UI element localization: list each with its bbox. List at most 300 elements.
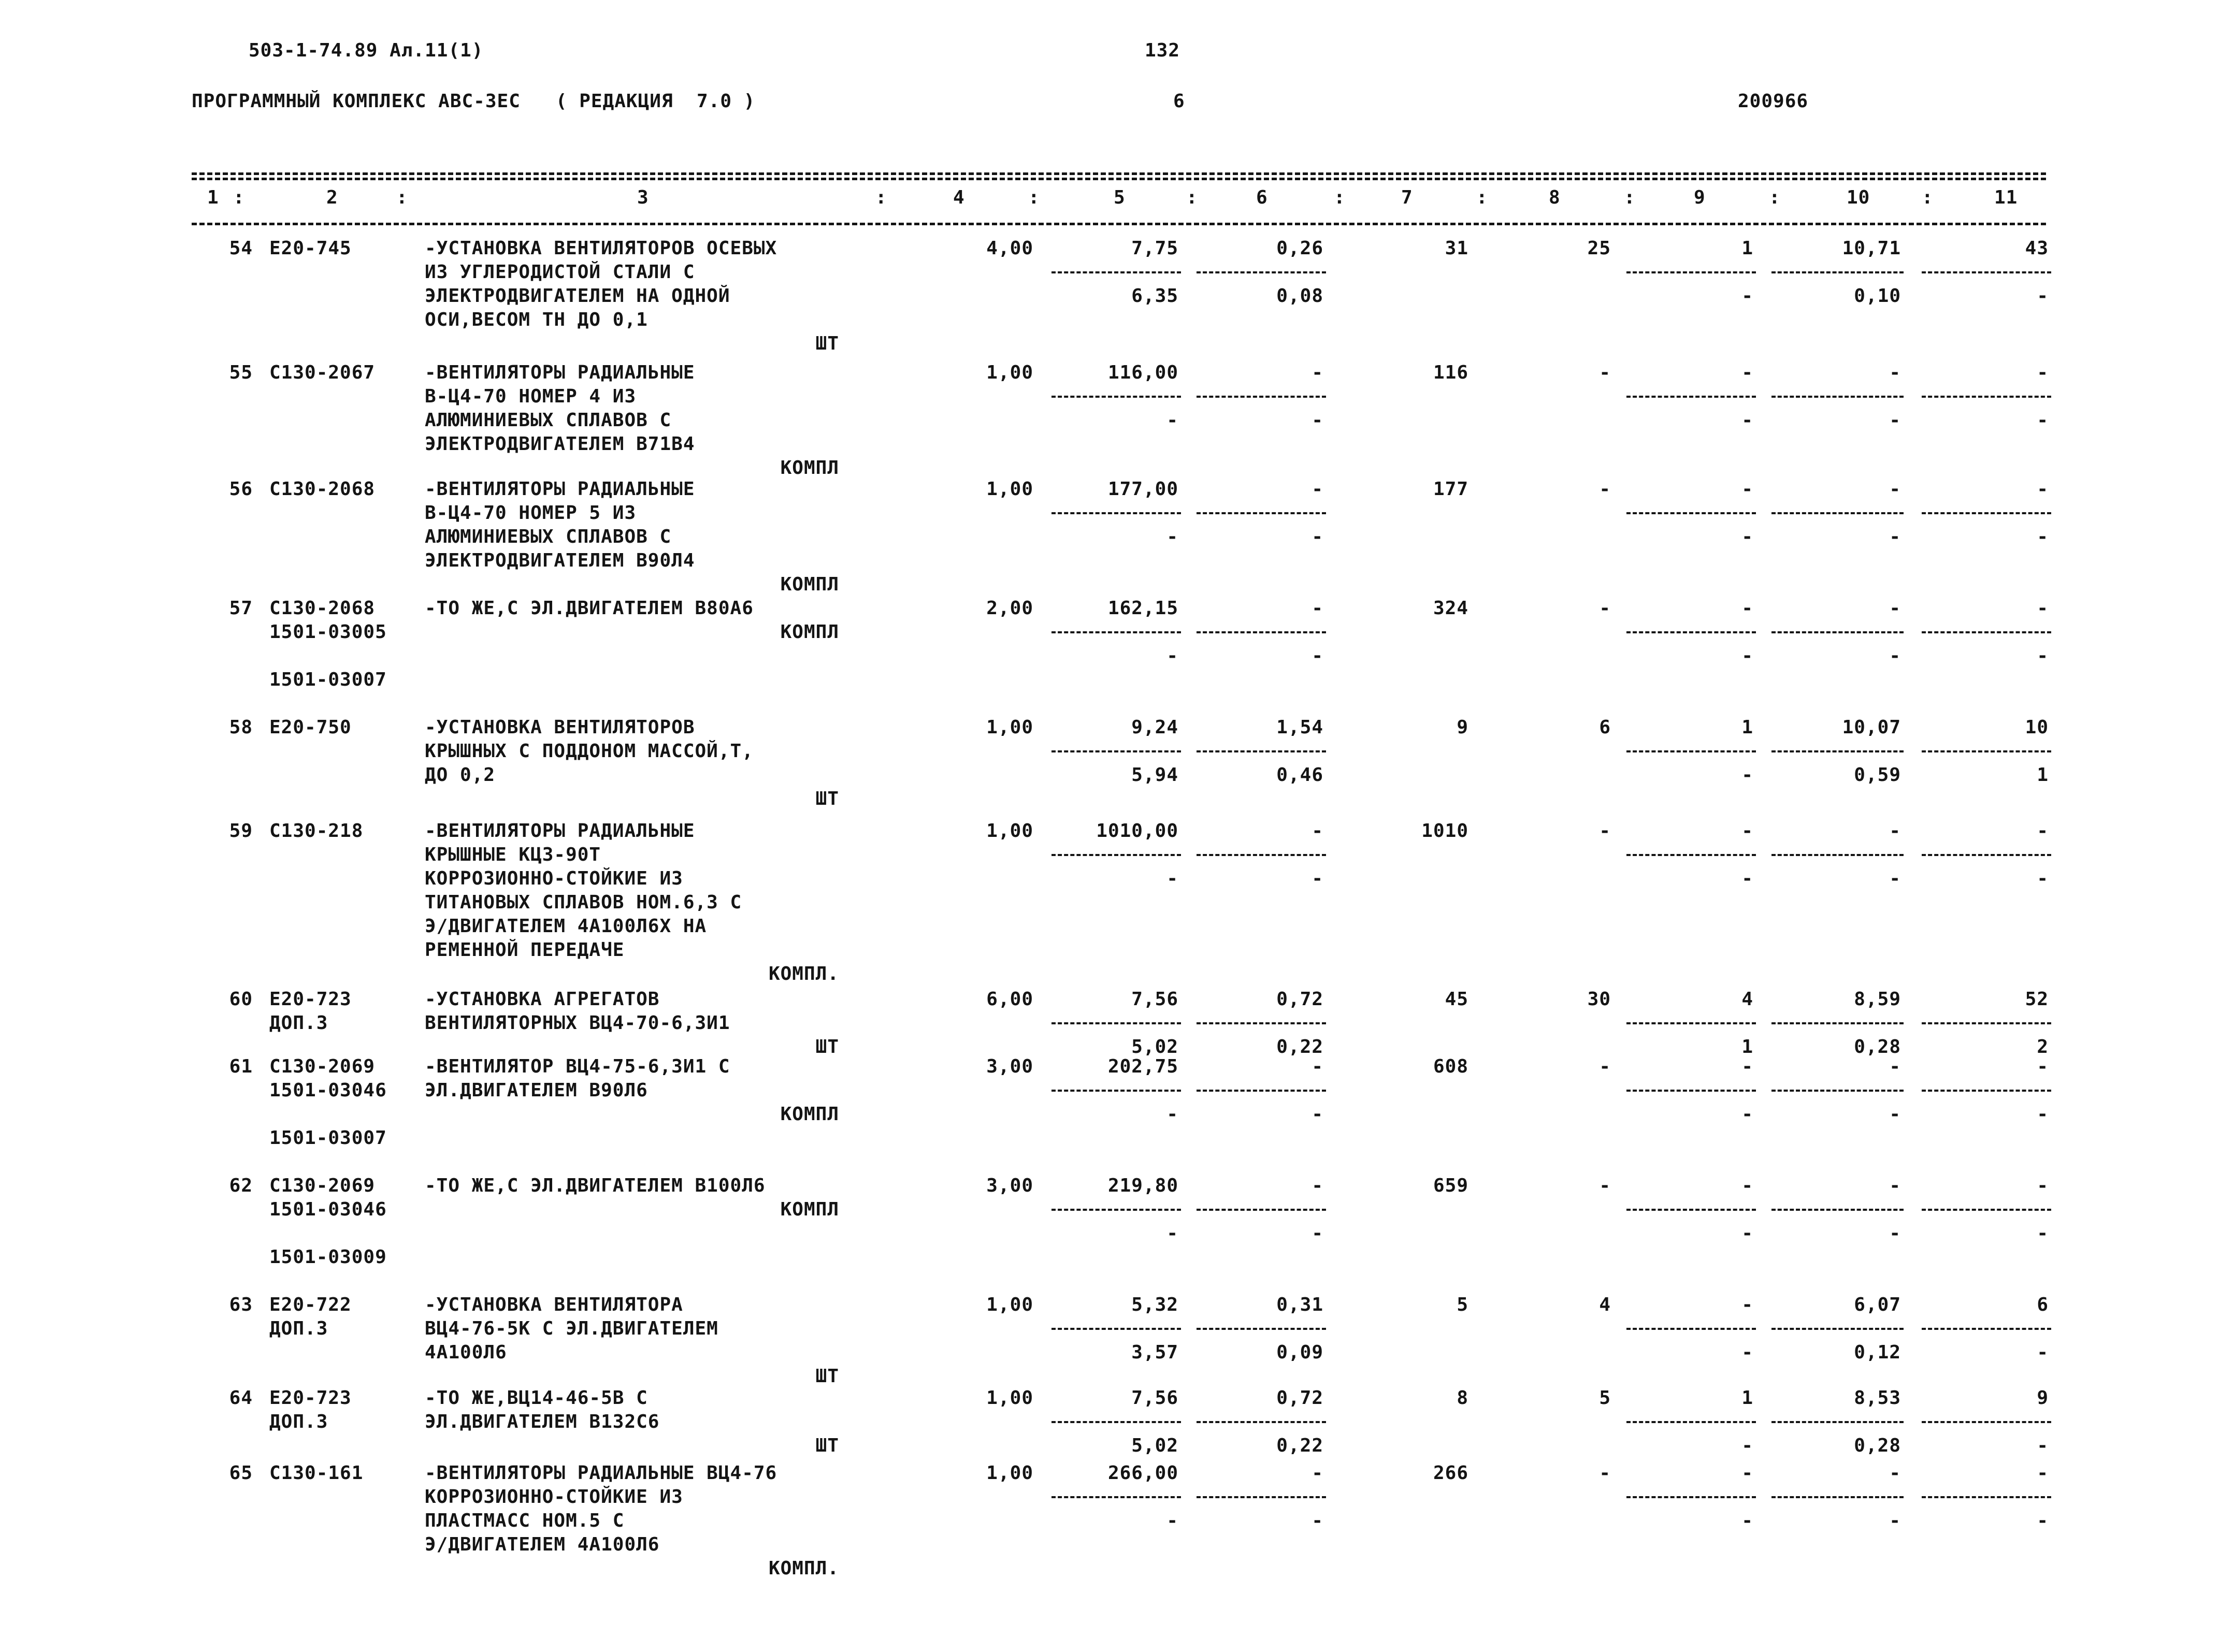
cell-c6-top: 0,72 bbox=[1276, 989, 1323, 1010]
cell-c11-top: 52 bbox=[2025, 989, 2049, 1010]
cell-c9-top: - bbox=[1741, 1294, 1753, 1315]
cell-c8: 30 bbox=[1587, 989, 1611, 1010]
row-description: АЛЮМИНИЕВЫХ СПЛАВОВ С bbox=[425, 526, 672, 547]
column-header-cell: 5 bbox=[1114, 187, 1126, 208]
row-description: -ВЕНТИЛЯТОРЫ РАДИАЛЬНЫЕ bbox=[425, 479, 695, 500]
cell-divider bbox=[1922, 512, 2051, 514]
row-number: 55 bbox=[229, 362, 253, 383]
row-description: -ТО ЖЕ,ВЦ14-46-5В С bbox=[425, 1387, 648, 1409]
cell-c10-top: 8,59 bbox=[1854, 989, 1901, 1010]
row-code: 1501-03005 bbox=[269, 621, 387, 643]
cell-c10-top: - bbox=[1889, 598, 1901, 619]
column-header-cell: 3 bbox=[637, 187, 649, 208]
cell-divider bbox=[1771, 1022, 1904, 1024]
cell-c11-bottom: - bbox=[2037, 526, 2049, 547]
cell-c5-top: 162,15 bbox=[1107, 598, 1178, 619]
cell-c10-bottom: - bbox=[1889, 1104, 1901, 1125]
cell-c9-top: - bbox=[1741, 1056, 1753, 1077]
cell-divider bbox=[1626, 631, 1756, 633]
cell-divider bbox=[1051, 1090, 1181, 1092]
cell-c9-top: - bbox=[1741, 362, 1753, 383]
row-quantity: 1,00 bbox=[986, 717, 1033, 738]
cell-c6-bottom: - bbox=[1312, 1223, 1323, 1244]
cell-c7: 1010 bbox=[1421, 820, 1468, 842]
row-description: ПЛАСТМАСС НОМ.5 С bbox=[425, 1510, 625, 1531]
cell-divider bbox=[1771, 750, 1904, 752]
row-quantity: 2,00 bbox=[986, 598, 1033, 619]
cell-c10-top: - bbox=[1889, 1056, 1901, 1077]
sheet-number: 6 bbox=[1173, 91, 1185, 112]
cell-c7: 45 bbox=[1445, 989, 1468, 1010]
cell-c8: 6 bbox=[1599, 717, 1611, 738]
column-header-cell: : bbox=[233, 187, 245, 208]
cell-divider bbox=[1197, 396, 1326, 398]
cell-c6-top: - bbox=[1312, 1462, 1323, 1484]
row-code: Е20-745 bbox=[269, 238, 352, 259]
cell-c8: - bbox=[1599, 479, 1611, 500]
cell-divider bbox=[1922, 1328, 2051, 1330]
cell-divider bbox=[1626, 396, 1756, 398]
cell-c9-bottom: - bbox=[1741, 410, 1753, 431]
row-quantity: 1,00 bbox=[986, 479, 1033, 500]
row-description: 4А100Л6 bbox=[425, 1342, 507, 1363]
row-description: -УСТАНОВКА ВЕНТИЛЯТОРОВ ОСЕВЫХ bbox=[425, 238, 777, 259]
cell-c7: 31 bbox=[1445, 238, 1468, 259]
cell-c8: - bbox=[1599, 598, 1611, 619]
cell-c11-top: - bbox=[2037, 479, 2049, 500]
cell-c5-top: 266,00 bbox=[1107, 1462, 1178, 1484]
cell-divider bbox=[1051, 1328, 1181, 1330]
cell-c11-top: 6 bbox=[2037, 1294, 2049, 1315]
row-quantity: 1,00 bbox=[986, 362, 1033, 383]
cell-divider bbox=[1771, 396, 1904, 398]
row-quantity: 1,00 bbox=[986, 820, 1033, 842]
column-header-cell: : bbox=[1334, 187, 1346, 208]
cell-c10-bottom: - bbox=[1889, 526, 1901, 547]
cell-c6-top: - bbox=[1312, 1175, 1323, 1196]
row-description: ЭЛЕКТРОДВИГАТЕЛЕМ В90Л4 bbox=[425, 550, 695, 571]
cell-c8: 25 bbox=[1587, 238, 1611, 259]
cell-c11-bottom: - bbox=[2037, 1435, 2049, 1456]
cell-divider bbox=[1771, 1328, 1904, 1330]
cell-divider bbox=[1922, 1090, 2051, 1092]
cell-c11-top: - bbox=[2037, 1462, 2049, 1484]
cell-c10-top: 6,07 bbox=[1854, 1294, 1901, 1315]
cell-c5-top: 9,24 bbox=[1131, 717, 1178, 738]
cell-c7: 659 bbox=[1433, 1175, 1468, 1196]
row-unit: КОМПЛ. bbox=[768, 1558, 839, 1579]
row-number: 56 bbox=[229, 479, 253, 500]
row-description: ИЗ УГЛЕРОДИСТОЙ СТАЛИ С bbox=[425, 262, 695, 283]
cell-c10-bottom: 0,28 bbox=[1854, 1036, 1901, 1057]
cell-divider bbox=[1197, 1328, 1326, 1330]
cell-c11-bottom: 1 bbox=[2037, 764, 2049, 786]
cell-c9-bottom: - bbox=[1741, 1223, 1753, 1244]
cell-divider bbox=[1197, 1421, 1326, 1423]
cell-divider bbox=[1626, 1496, 1756, 1498]
cell-divider bbox=[1051, 1421, 1181, 1423]
cell-divider bbox=[1626, 1090, 1756, 1092]
column-header-cell: : bbox=[1624, 187, 1636, 208]
cell-c5-bottom: - bbox=[1166, 645, 1178, 666]
row-code: С130-218 bbox=[269, 820, 364, 842]
cell-c5-bottom: 3,57 bbox=[1131, 1342, 1178, 1363]
cell-divider bbox=[1197, 854, 1326, 856]
row-code: С130-2069 bbox=[269, 1175, 376, 1196]
cell-c10-top: - bbox=[1889, 1462, 1901, 1484]
table-top-rule-2 bbox=[192, 178, 2046, 180]
row-code: С130-2068 bbox=[269, 598, 376, 619]
row-description: КРЫШНЫХ С ПОДДОНОМ МАССОЙ,Т, bbox=[425, 741, 754, 762]
column-header-cell: : bbox=[1769, 187, 1781, 208]
cell-c10-bottom: - bbox=[1889, 868, 1901, 889]
cell-divider bbox=[1051, 1496, 1181, 1498]
cell-divider bbox=[1626, 854, 1756, 856]
row-description: -УСТАНОВКА АГРЕГАТОВ bbox=[425, 989, 660, 1010]
cell-divider bbox=[1197, 512, 1326, 514]
cell-c10-bottom: 0,59 bbox=[1854, 764, 1901, 786]
row-code: 1501-03007 bbox=[269, 1127, 387, 1149]
cell-c5-bottom: - bbox=[1166, 526, 1178, 547]
cell-c5-bottom: 6,35 bbox=[1131, 285, 1178, 307]
row-description: ДО 0,2 bbox=[425, 764, 496, 786]
column-header-cell: 8 bbox=[1549, 187, 1561, 208]
cell-c10-bottom: 0,12 bbox=[1854, 1342, 1901, 1363]
row-unit: КОМПЛ bbox=[780, 621, 839, 643]
cell-c7: 266 bbox=[1433, 1462, 1468, 1484]
row-description: -ВЕНТИЛЯТОРЫ РАДИАЛЬНЫЕ bbox=[425, 820, 695, 842]
row-unit: ШТ bbox=[815, 1366, 839, 1387]
cell-c10-bottom: - bbox=[1889, 1510, 1901, 1531]
cell-c9-top: 1 bbox=[1741, 238, 1753, 259]
cell-c6-top: 0,26 bbox=[1276, 238, 1323, 259]
row-description: -ТО ЖЕ,С ЭЛ.ДВИГАТЕЛЕМ В80А6 bbox=[425, 598, 754, 619]
cell-c10-top: 10,07 bbox=[1842, 717, 1901, 738]
cell-divider bbox=[1922, 1496, 2051, 1498]
cell-divider bbox=[1197, 1209, 1326, 1211]
row-description: ВЕНТИЛЯТОРНЫХ ВЦ4-70-6,3И1 bbox=[425, 1012, 730, 1034]
cell-c9-top: - bbox=[1741, 820, 1753, 842]
cell-divider bbox=[1051, 631, 1181, 633]
cell-divider bbox=[1626, 1421, 1756, 1423]
column-header-cell: 11 bbox=[1994, 187, 2018, 208]
cell-divider bbox=[1197, 271, 1326, 273]
cell-divider bbox=[1922, 396, 2051, 398]
row-quantity: 6,00 bbox=[986, 989, 1033, 1010]
row-unit: ШТ bbox=[815, 1036, 839, 1057]
row-quantity: 4,00 bbox=[986, 238, 1033, 259]
cell-c9-bottom: 1 bbox=[1741, 1036, 1753, 1057]
cell-c7: 116 bbox=[1433, 362, 1468, 383]
row-code: 1501-03009 bbox=[269, 1247, 387, 1268]
cell-c11-top: - bbox=[2037, 820, 2049, 842]
cell-c6-bottom: - bbox=[1312, 1510, 1323, 1531]
row-description: КОРРОЗИОННО-СТОЙКИЕ ИЗ bbox=[425, 1486, 683, 1508]
row-code: ДОП.3 bbox=[269, 1411, 328, 1432]
column-header-cell: : bbox=[1028, 187, 1040, 208]
doc-code: 503-1-74.89 Ал.11(1) bbox=[249, 40, 484, 61]
column-header-cell: : bbox=[1186, 187, 1198, 208]
row-description: В-Ц4-70 НОМЕР 4 ИЗ bbox=[425, 386, 637, 407]
cell-divider bbox=[1197, 1090, 1326, 1092]
cell-divider bbox=[1771, 512, 1904, 514]
cell-c11-bottom: - bbox=[2037, 868, 2049, 889]
cell-c11-bottom: - bbox=[2037, 1510, 2049, 1531]
cell-c11-top: - bbox=[2037, 598, 2049, 619]
cell-c8: 5 bbox=[1599, 1387, 1611, 1409]
cell-c5-bottom: 5,02 bbox=[1131, 1435, 1178, 1456]
cell-c9-bottom: - bbox=[1741, 1510, 1753, 1531]
row-description: ТИТАНОВЫХ СПЛАВОВ НОМ.6,3 С bbox=[425, 892, 742, 913]
row-code: 1501-03007 bbox=[269, 669, 387, 690]
cell-divider bbox=[1197, 631, 1326, 633]
program-title: ПРОГРАММНЫЙ КОМПЛЕКС АВС-3ЕС ( РЕДАКЦИЯ 7.0 ) bbox=[192, 91, 756, 112]
row-number: 57 bbox=[229, 598, 253, 619]
document-code: 200966 bbox=[1738, 91, 1809, 112]
cell-divider bbox=[1626, 750, 1756, 752]
row-description: -УСТАНОВКА ВЕНТИЛЯТОРА bbox=[425, 1294, 683, 1315]
page-number: 132 bbox=[1145, 40, 1180, 61]
cell-divider bbox=[1626, 1328, 1756, 1330]
cell-c6-bottom: - bbox=[1312, 410, 1323, 431]
cell-c5-bottom: 5,02 bbox=[1131, 1036, 1178, 1057]
column-header-cell: 1 bbox=[207, 187, 219, 208]
row-description: ОСИ,ВЕСОМ ТН ДО 0,1 bbox=[425, 309, 648, 330]
cell-c9-bottom: - bbox=[1741, 1435, 1753, 1456]
cell-c11-bottom: - bbox=[2037, 1342, 2049, 1363]
cell-c8: - bbox=[1599, 1175, 1611, 1196]
cell-c6-top: 0,31 bbox=[1276, 1294, 1323, 1315]
cell-c7: 5 bbox=[1457, 1294, 1468, 1315]
column-header-cell: : bbox=[875, 187, 887, 208]
column-header-cell: 6 bbox=[1256, 187, 1268, 208]
table-top-rule bbox=[192, 172, 2046, 175]
row-unit: ШТ bbox=[815, 788, 839, 809]
cell-divider bbox=[1626, 1209, 1756, 1211]
row-unit: КОМПЛ bbox=[780, 1104, 839, 1125]
cell-c6-bottom: 0,46 bbox=[1276, 764, 1323, 786]
row-description: КРЫШНЫЕ КЦ3-90Т bbox=[425, 844, 601, 865]
cell-c10-top: 8,53 bbox=[1854, 1387, 1901, 1409]
cell-c10-top: - bbox=[1889, 362, 1901, 383]
row-description: -ВЕНТИЛЯТОРЫ РАДИАЛЬНЫЕ bbox=[425, 362, 695, 383]
cell-c9-top: 1 bbox=[1741, 717, 1753, 738]
cell-c5-top: 219,80 bbox=[1107, 1175, 1178, 1196]
cell-c11-top: - bbox=[2037, 1175, 2049, 1196]
cell-c10-top: - bbox=[1889, 820, 1901, 842]
cell-c8: - bbox=[1599, 820, 1611, 842]
column-header-cell: 7 bbox=[1401, 187, 1413, 208]
cell-divider bbox=[1197, 1022, 1326, 1024]
cell-c6-bottom: 0,08 bbox=[1276, 285, 1323, 307]
cell-divider bbox=[1771, 631, 1904, 633]
row-number: 59 bbox=[229, 820, 253, 842]
column-header-cell: 4 bbox=[953, 187, 965, 208]
cell-divider bbox=[1051, 396, 1181, 398]
column-header-cell: : bbox=[1476, 187, 1488, 208]
cell-c8: 4 bbox=[1599, 1294, 1611, 1315]
cell-c11-top: 9 bbox=[2037, 1387, 2049, 1409]
row-code: С130-2068 bbox=[269, 479, 376, 500]
cell-c5-top: 7,56 bbox=[1131, 989, 1178, 1010]
cell-c11-top: - bbox=[2037, 362, 2049, 383]
row-description: АЛЮМИНИЕВЫХ СПЛАВОВ С bbox=[425, 410, 672, 431]
cell-divider bbox=[1051, 854, 1181, 856]
cell-c10-bottom: - bbox=[1889, 410, 1901, 431]
cell-c9-bottom: - bbox=[1741, 526, 1753, 547]
cell-c6-bottom: 0,22 bbox=[1276, 1036, 1323, 1057]
row-unit: КОМПЛ bbox=[780, 1199, 839, 1220]
row-number: 63 bbox=[229, 1294, 253, 1315]
row-description: ЭЛЕКТРОДВИГАТЕЛЕМ В71В4 bbox=[425, 433, 695, 455]
row-number: 60 bbox=[229, 989, 253, 1010]
cell-c9-top: - bbox=[1741, 1175, 1753, 1196]
cell-c11-top: 43 bbox=[2025, 238, 2049, 259]
row-code: ДОП.3 bbox=[269, 1012, 328, 1034]
row-description: ЭЛ.ДВИГАТЕЛЕМ В90Л6 bbox=[425, 1080, 648, 1101]
row-code: С130-161 bbox=[269, 1462, 364, 1484]
cell-c9-bottom: - bbox=[1741, 868, 1753, 889]
cell-divider bbox=[1922, 271, 2051, 273]
row-description: ВЦ4-76-5К С ЭЛ.ДВИГАТЕЛЕМ bbox=[425, 1318, 718, 1339]
row-unit: КОМПЛ bbox=[780, 574, 839, 595]
row-code: С130-2069 bbox=[269, 1056, 376, 1077]
cell-c11-bottom: - bbox=[2037, 410, 2049, 431]
row-unit: КОМПЛ. bbox=[768, 963, 839, 984]
row-quantity: 1,00 bbox=[986, 1462, 1033, 1484]
cell-divider bbox=[1051, 512, 1181, 514]
cell-c11-top: 10 bbox=[2025, 717, 2049, 738]
row-description: ЭЛ.ДВИГАТЕЛЕМ В132С6 bbox=[425, 1411, 660, 1432]
cell-c11-bottom: - bbox=[2037, 1104, 2049, 1125]
cell-c6-top: - bbox=[1312, 598, 1323, 619]
cell-divider bbox=[1771, 854, 1904, 856]
cell-c6-bottom: 0,09 bbox=[1276, 1342, 1323, 1363]
column-header-cell: 10 bbox=[1847, 187, 1870, 208]
cell-c5-bottom: - bbox=[1166, 410, 1178, 431]
cell-c5-top: 5,32 bbox=[1131, 1294, 1178, 1315]
cell-c11-bottom: - bbox=[2037, 1223, 2049, 1244]
column-header-cell: 2 bbox=[326, 187, 338, 208]
row-code: 1501-03046 bbox=[269, 1199, 387, 1220]
column-header-cell: : bbox=[396, 187, 408, 208]
cell-c9-top: - bbox=[1741, 1462, 1753, 1484]
row-unit: ШТ bbox=[815, 1435, 839, 1456]
row-description: -УСТАНОВКА ВЕНТИЛЯТОРОВ bbox=[425, 717, 695, 738]
cell-c6-top: 0,72 bbox=[1276, 1387, 1323, 1409]
cell-divider bbox=[1771, 1496, 1904, 1498]
cell-c7: 177 bbox=[1433, 479, 1468, 500]
cell-c8: - bbox=[1599, 1462, 1611, 1484]
cell-c9-bottom: - bbox=[1741, 285, 1753, 307]
row-number: 58 bbox=[229, 717, 253, 738]
cell-c11-bottom: - bbox=[2037, 285, 2049, 307]
cell-c11-top: - bbox=[2037, 1056, 2049, 1077]
row-quantity: 1,00 bbox=[986, 1294, 1033, 1315]
row-description: -ВЕНТИЛЯТОРЫ РАДИАЛЬНЫЕ ВЦ4-76 bbox=[425, 1462, 777, 1484]
cell-c9-top: - bbox=[1741, 598, 1753, 619]
cell-c5-top: 7,56 bbox=[1131, 1387, 1178, 1409]
cell-c9-bottom: - bbox=[1741, 764, 1753, 786]
cell-divider bbox=[1922, 1022, 2051, 1024]
cell-divider bbox=[1197, 750, 1326, 752]
column-header-cell: : bbox=[1922, 187, 1934, 208]
cell-c5-bottom: - bbox=[1166, 868, 1178, 889]
row-unit: КОМПЛ bbox=[780, 457, 839, 479]
cell-c6-top: - bbox=[1312, 1056, 1323, 1077]
cell-c5-bottom: 5,94 bbox=[1131, 764, 1178, 786]
cell-c6-top: 1,54 bbox=[1276, 717, 1323, 738]
row-quantity: 3,00 bbox=[986, 1056, 1033, 1077]
row-description: -ТО ЖЕ,С ЭЛ.ДВИГАТЕЛЕМ В100Л6 bbox=[425, 1175, 766, 1196]
cell-c10-top: - bbox=[1889, 479, 1901, 500]
cell-divider bbox=[1771, 1090, 1904, 1092]
cell-c9-top: - bbox=[1741, 479, 1753, 500]
cell-c5-bottom: - bbox=[1166, 1510, 1178, 1531]
table-header-rule bbox=[192, 223, 2046, 225]
cell-c11-bottom: 2 bbox=[2037, 1036, 2049, 1057]
cell-divider bbox=[1051, 1022, 1181, 1024]
cell-c6-bottom: 0,22 bbox=[1276, 1435, 1323, 1456]
cell-divider bbox=[1922, 854, 2051, 856]
row-quantity: 3,00 bbox=[986, 1175, 1033, 1196]
row-code: 1501-03046 bbox=[269, 1080, 387, 1101]
cell-c6-bottom: - bbox=[1312, 868, 1323, 889]
cell-divider bbox=[1922, 750, 2051, 752]
cell-c7: 9 bbox=[1457, 717, 1468, 738]
cell-c9-top: 4 bbox=[1741, 989, 1753, 1010]
row-number: 64 bbox=[229, 1387, 253, 1409]
row-number: 54 bbox=[229, 238, 253, 259]
cell-divider bbox=[1051, 750, 1181, 752]
cell-divider bbox=[1051, 271, 1181, 273]
cell-c5-top: 177,00 bbox=[1107, 479, 1178, 500]
row-quantity: 1,00 bbox=[986, 1387, 1033, 1409]
row-number: 62 bbox=[229, 1175, 253, 1196]
cell-c8: - bbox=[1599, 362, 1611, 383]
row-description: Э/ДВИГАТЕЛЕМ 4А100Л6Х НА bbox=[425, 916, 707, 937]
cell-c9-bottom: - bbox=[1741, 1104, 1753, 1125]
row-description: Э/ДВИГАТЕЛЕМ 4А100Л6 bbox=[425, 1534, 660, 1555]
cell-divider bbox=[1626, 271, 1756, 273]
cell-c9-top: 1 bbox=[1741, 1387, 1753, 1409]
cell-c11-bottom: - bbox=[2037, 645, 2049, 666]
cell-divider bbox=[1922, 631, 2051, 633]
row-number: 61 bbox=[229, 1056, 253, 1077]
row-code: ДОП.3 bbox=[269, 1318, 328, 1339]
row-unit: ШТ bbox=[815, 333, 839, 354]
cell-divider bbox=[1771, 1421, 1904, 1423]
cell-divider bbox=[1626, 1022, 1756, 1024]
cell-c10-bottom: - bbox=[1889, 645, 1901, 666]
cell-c5-bottom: - bbox=[1166, 1223, 1178, 1244]
cell-c8: - bbox=[1599, 1056, 1611, 1077]
cell-divider bbox=[1922, 1209, 2051, 1211]
cell-c7: 8 bbox=[1457, 1387, 1468, 1409]
cell-c6-top: - bbox=[1312, 820, 1323, 842]
cell-divider bbox=[1771, 271, 1904, 273]
cell-divider bbox=[1771, 1209, 1904, 1211]
cell-c5-top: 116,00 bbox=[1107, 362, 1178, 383]
cell-divider bbox=[1626, 512, 1756, 514]
cell-c5-bottom: - bbox=[1166, 1104, 1178, 1125]
cell-c7: 608 bbox=[1433, 1056, 1468, 1077]
cell-c10-top: - bbox=[1889, 1175, 1901, 1196]
cell-c10-bottom: 0,28 bbox=[1854, 1435, 1901, 1456]
cell-c5-top: 1010,00 bbox=[1096, 820, 1178, 842]
cell-c6-bottom: - bbox=[1312, 526, 1323, 547]
cell-c10-top: 10,71 bbox=[1842, 238, 1901, 259]
